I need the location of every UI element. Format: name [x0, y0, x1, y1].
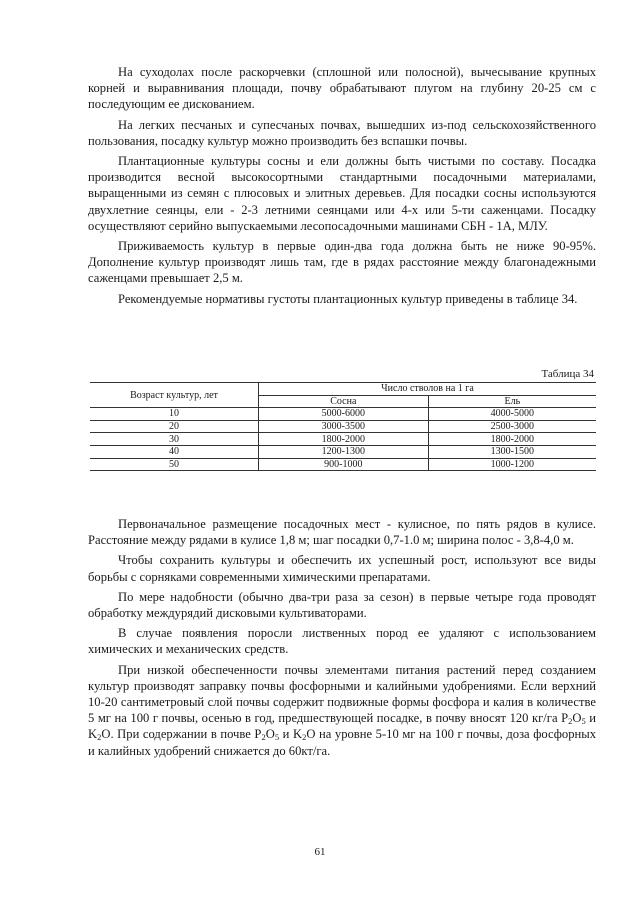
header-stem-count: Число стволов на 1 га	[259, 383, 597, 396]
paragraph-weed-control: Чтобы сохранить культуры и обеспечить их успешный рост, используют все виды борьбы с сорняками современными химическими препаратами.	[88, 553, 596, 584]
fertilizer-text-1: При низкой обеспеченности почвы элементами питания растений перед созданием культур производят заправку почвы фосфорными и калийными удобрениями. Если верхний 10-20 сантиметровый слой почвы содержит подвижные формы фосфора и калия в количестве 5 мг на 100 г почвы, осенью в год, предшествующей посадке, в почву вносят 120 кг/га P	[88, 662, 596, 726]
subscript-k-2-second: 2	[302, 732, 307, 743]
cell-pine: 3000-3500	[259, 420, 429, 433]
fertilizer-text-6: и K	[279, 727, 303, 742]
paragraph-plantation-planting: Плантационные культуры сосны и ели должны быть чистыми по составу. Посадка производится весной высокосортными стандартными посадочными материалами, выращенными из семян с плюсовых и элитных деревьев. Для посадки сосны используются двухлетние сеянцы, ели - 2-3 летними сеянцами или 4-х или 5-ти саженцами. Посадку осуществляют серийно выпускаемыми лесопосадочными машинами СБН - 1А, МЛУ.	[88, 154, 596, 233]
subscript-o-5-second: 5	[274, 732, 280, 743]
table-header-row	[90, 383, 596, 396]
cell-pine: 5000-6000	[259, 408, 429, 421]
table-row	[90, 458, 596, 471]
paragraph-light-soils: На легких песчаных и супесчаных почвах, вышедших из-под сельскохозяйственного пользования, посадку культур можно производить без вспашки почвы.	[88, 117, 596, 148]
subscript-o-5: 5	[581, 716, 586, 727]
paragraph-deciduous-removal: В случае появления поросли лиственных пород ее удаляют с использованием химических и механических средств.	[88, 626, 596, 657]
cell-pine: 1800-2000	[259, 433, 429, 446]
paragraph-placement: Первоначальное размещение посадочных мест - кулисное, по пять рядов в кулисе. Расстояние между рядами в кулисе 1,8 м; шаг посадки 0,7-1.0 м; ширина полос - 3,8-4,0 м.	[88, 517, 596, 548]
paragraph-table-reference: Рекомендуемые нормативы густоты плантационных культур приведены в таблице 34.	[118, 291, 578, 306]
fertilizer-text-5: O	[265, 727, 275, 742]
cell-spruce: 2500-3000	[428, 420, 596, 433]
cell-age: 30	[90, 433, 259, 446]
text-block-top	[88, 64, 596, 307]
density-table	[90, 382, 596, 471]
cell-age: 40	[90, 445, 259, 458]
cell-pine: 900-1000	[259, 458, 429, 471]
paragraph-soil-tillage: На суходолах после раскорчевки (сплошной или полосной), вычесывание крупных корней и выравнивания площади, почву обрабатывают плугом на глубину 20-25 см с последующим ее дискованием.	[88, 65, 596, 112]
table-row	[90, 445, 596, 458]
cell-spruce: 4000-5000	[428, 408, 596, 421]
paragraph-survival-rate: Приживаемость культур в первые один-два года должна быть не ниже 90-95%. Дополнение культур производят лишь там, где в рядах расстояние между благонадежными саженцами превышает 2,5 м.	[88, 239, 596, 286]
cell-spruce: 1800-2000	[428, 433, 596, 446]
paragraph-cultivation: По мере надобности (обычно два-три раза за сезон) в первые четыре года проводят обработку междурядий дисковыми культиваторами.	[88, 589, 596, 621]
cell-age: 20	[90, 420, 259, 433]
subscript-p-2-second: 2	[261, 732, 266, 743]
table-caption: Таблица 34	[541, 368, 594, 380]
page-number: 61	[314, 846, 326, 858]
cell-pine: 1200-1300	[259, 445, 429, 458]
cell-spruce: 1000-1200	[428, 458, 596, 471]
paragraph-fertilizer	[88, 662, 596, 759]
table-row	[90, 420, 596, 433]
table-row	[90, 433, 596, 446]
cell-age: 50	[90, 458, 259, 471]
table-row	[90, 408, 596, 421]
cell-age: 10	[90, 408, 259, 421]
fertilizer-text-7: O на уровне 5-10 мг на 100 г почвы, доза фосфорных и калийных удобрений снижается до 60кт/га.	[88, 727, 596, 758]
cell-spruce: 1300-1500	[428, 445, 596, 458]
subscript-p-2: 2	[568, 716, 573, 727]
fertilizer-text-3: и K	[88, 711, 597, 742]
fertilizer-text-4: O. При содержании в почве P	[101, 727, 262, 742]
fertilizer-text-2: O	[572, 711, 582, 726]
header-pine: Сосна	[259, 395, 429, 408]
header-age: Возраст культур, лет	[90, 383, 259, 408]
text-block-bottom	[88, 516, 596, 759]
subscript-k-2: 2	[97, 732, 102, 743]
header-spruce: Ель	[428, 395, 596, 408]
